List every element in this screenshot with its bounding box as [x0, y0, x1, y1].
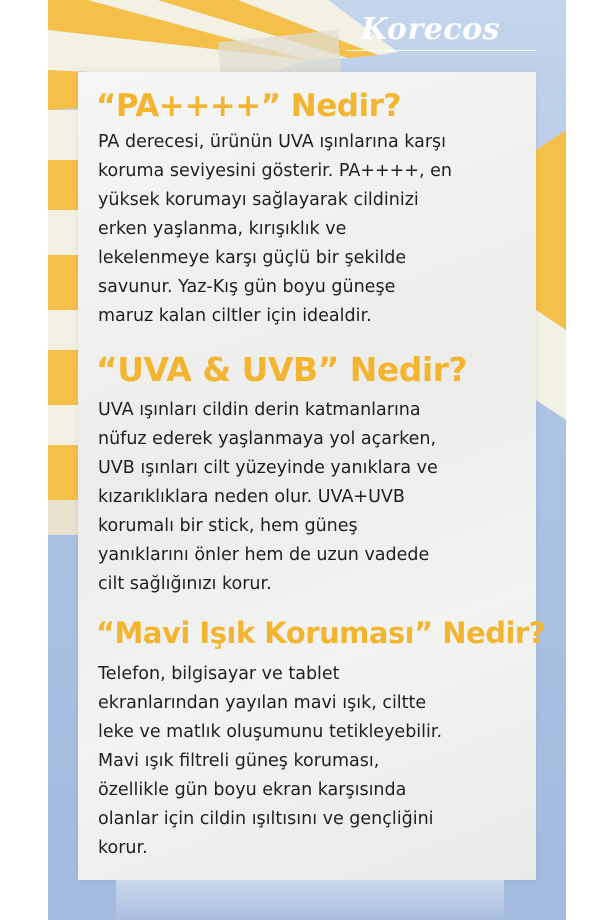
section-body-blue-light: Telefon, bilgisayar ve tablet ekranlarından yayılan mavi ışık, ciltte leke ve matlık oluşumunu tetikleyebilir. Mavi ışık filtreli güneş koruması, özellikle gün boyu ekran karşısında olanlar için cildin ışıltısını ve gençliğini korur.	[98, 664, 443, 858]
section-body-pa: PA derecesi, ürünün UVA ışınlarına karşı koruma seviyesini gösterir. PA++++, en yüksek korumayı sağlayarak cildinizi erken yaşlanma, kırışıklık ve lekelenmeye karşı güçlü bir şekilde savunur. Yaz-Kış gün boyu güneşe maruz kalan ciltler için idealdir.	[98, 132, 452, 326]
section-heading-blue-light: “Mavi Işık Koruması” Nedir?	[96, 616, 546, 650]
paper-shadow	[116, 880, 504, 920]
brand-logo: Korecos	[361, 12, 500, 47]
section-heading-uva-uvb: “UVA & UVB” Nedir?	[96, 350, 468, 389]
brand-underline	[346, 50, 536, 51]
section-heading-pa: “PA++++” Nedir?	[96, 88, 401, 124]
section-body-uva-uvb: UVA ışınları cildin derin katmanlarına nüfuz ederek yaşlanmaya yol açarken, UVB ışınları cilt yüzeyinde yanıklara ve kızarıklıklara neden olur. UVA+UVB korumalı bir stick, hem güneş yanıklarını önler hem de uzun vadede cilt sağlığınızı korur.	[98, 400, 438, 594]
